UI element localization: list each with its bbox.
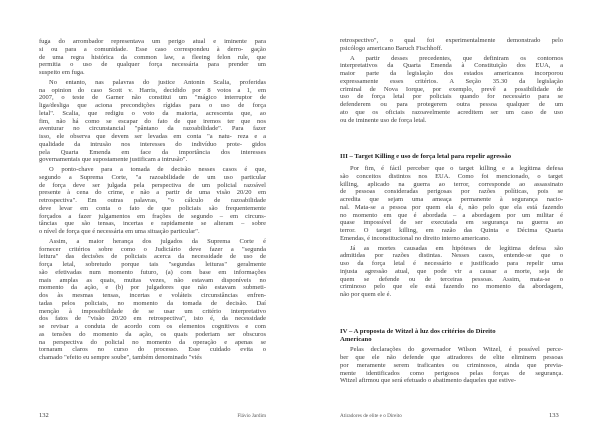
paragraph bbox=[39, 38, 266, 77]
text-line: criminoso pelo que ele está fazendo no momento da abordagem, bbox=[340, 283, 563, 291]
text-line: suspeito em fuga. bbox=[39, 69, 85, 76]
text-line: fornecer critérios sobre como o Judiciário deve fazer a "segunda bbox=[39, 245, 266, 253]
text-line: acredita que sejam uma ameaça permanente à segurança nacio- bbox=[340, 196, 563, 203]
text-line: momento da ação, e (b) por julgadores que não estavam submeti- bbox=[39, 284, 266, 292]
paragraph bbox=[340, 37, 563, 53]
text-line: fim, não há como se escapar do fato de que iremos ter que nos bbox=[39, 117, 266, 125]
text-line: pela Quarta Emenda em face da importância dos interesses bbox=[39, 148, 266, 156]
text-line: leitura" das decisões de policiais acerca da necessidade de uso de bbox=[39, 253, 266, 261]
text-line: segundo a Suprema Corte, "a razoabilidade de um uso particular bbox=[39, 173, 266, 181]
text-line: O ponto-chave para a tomada de decisão nesses casos é que, bbox=[49, 166, 266, 173]
text-line: tâncias que são tensas, incertas e rapidamente se alteram – sobre bbox=[39, 220, 266, 228]
text-line: quem se defende ou de terceiras pessoas. Assim, mata-se o bbox=[340, 275, 563, 283]
running-head-left: Flávio Jardim bbox=[237, 413, 266, 419]
text-line: fuga do arrombador representava um perigo atual e iminente para bbox=[39, 38, 266, 45]
text-line: psicólogo americano Baruch Fischhoff. bbox=[340, 44, 443, 52]
running-head-right: Atiradores de elite e o Direito bbox=[340, 413, 402, 419]
text-line: o nível de força que é necessária em uma situação particular". bbox=[39, 228, 200, 235]
text-line: por meramente serem traficantes ou criminosos, ainda que previa- bbox=[340, 361, 563, 369]
page-number-left: 132 bbox=[39, 412, 49, 419]
paragraph bbox=[340, 245, 563, 299]
text-line: defenderem ou para protegerem outra pessoa qualquer de um bbox=[340, 101, 563, 108]
text-line: retrospectiva". Em outras palavras, "o cálculo de razoabilidade bbox=[39, 197, 266, 204]
text-line: admitidas por razões distintas. Nesses casos, entende-se que o bbox=[340, 252, 563, 260]
text-line: ber que ele não defende que atiradores de elite eliminem pessoas bbox=[340, 354, 563, 361]
text-line: menção à impossibilidade de se usar um critério interpretativo bbox=[39, 307, 266, 315]
text-line: não por quem ele é. bbox=[340, 291, 392, 298]
text-line: deve levar em conta o fato de que policiais são frequentemente bbox=[39, 204, 266, 212]
text-line: mais amplas as quais, muitas vezes, não estavam disponíveis no bbox=[39, 276, 266, 284]
paragraph bbox=[340, 165, 563, 243]
text-line: Assim, a maior herança dos julgados da Suprema Corte é bbox=[49, 237, 266, 245]
text-line: A partir desses precedentes, que definiram os contornos bbox=[350, 54, 563, 62]
text-line: maior parte da legislação dos estados americanos incorporou bbox=[340, 70, 563, 77]
text-line: dos fatos de "visão 20/20 em retrospectiva", isto é, da necessidade bbox=[39, 315, 266, 323]
text-line: dos às mesmas tensas, incertas e voláteis circunstâncias enfren- bbox=[39, 292, 266, 299]
text-line: as tensões do momento da ação, os quais poderiam ser obscuros bbox=[39, 330, 266, 338]
text-line: isso, ele observa que devem ser levadas em conta "a natu- reza e a bbox=[39, 133, 266, 140]
text-line: No entanto, nas palavras do justice Antonin Scalia, proferidas bbox=[49, 78, 266, 86]
text-line: ou de iminente uso de força letal. bbox=[340, 116, 427, 124]
text-line: quase impossível de ser executada em segurança na guerra ao bbox=[340, 219, 563, 227]
text-line: si ou para a comunidade. Esse caso correspondeu à derro- gação bbox=[39, 45, 266, 53]
text-line: presente à cena do crime, e não a partir de uma visão 20/20 em bbox=[39, 189, 266, 197]
text-line: injusta agressão atual, que pode vir a causar a morte, seja de bbox=[340, 267, 563, 275]
text-line: chamado "efeito eu sempre soube", também denominado "viés bbox=[39, 354, 202, 361]
text-line: na perspectiva do policial no momento da operação e apenas se bbox=[39, 338, 266, 346]
text-line: tadas pelos policiais, no momento da tomada de decisão. Daí bbox=[39, 299, 266, 307]
text-line: terror. O target killing, em razão das Quinta e Décima Quarta bbox=[340, 227, 563, 234]
text-line: de força deve ser julgada pela perspectiva de um policial razoável bbox=[39, 181, 266, 189]
text-line: força letal, sobretudo porque tais "segundas leituras" geralmente bbox=[39, 261, 266, 268]
section-heading-iv bbox=[340, 328, 563, 344]
text-line: Witzel afirmou que será efetuado o abatimento daqueles que estive- bbox=[340, 377, 517, 385]
text-line: qualidade da intrusão nos interesses do indivíduo prote- gidos bbox=[39, 140, 266, 148]
text-line: uso de força letal por policiais quando for necessário para se bbox=[340, 93, 563, 101]
text-line: Já as mortes causadas em hipóteses de legítima defesa são bbox=[350, 244, 563, 252]
text-line: Pelas declarações do governador Wilson Witzel, é possível perce- bbox=[350, 346, 563, 354]
text-line: ato que os oficiais razoavelmente acreditem ser um caso de uso bbox=[340, 108, 563, 116]
text-line: killing, aplicado na guerra ao terror, corresponde ao assassinato bbox=[340, 180, 563, 188]
text-line: mente identificados como perigosos pelas forças de segurança. bbox=[340, 369, 563, 377]
text-line: letal". Scalia, que redigiu o voto da maioria, acrescenta que, ao bbox=[39, 109, 266, 117]
text-line: permitia o uso de qualquer força necessária para prender um bbox=[39, 61, 266, 69]
text-line: são efetivadas num momento futuro, (a) com base em informações bbox=[39, 268, 266, 276]
text-line: expressamente esses critérios. A Seção 35.30 da legislação bbox=[340, 77, 563, 85]
text-line: uso da força letal é necessário e justificado para repelir uma bbox=[340, 260, 563, 267]
text-line: 2007, o teste de Garner não constitui um "mágico interruptor de bbox=[39, 94, 266, 102]
text-line: de uma regra histórica da common law, a fleeing felon rule, que bbox=[39, 53, 266, 61]
text-line: liga/desliga que aciona precondições rígidas para o uso de força bbox=[39, 102, 266, 109]
paragraph bbox=[340, 346, 563, 385]
section-heading-iii: III – Target Killing e uso de força letal para repelir agressão bbox=[340, 153, 512, 161]
page-number-right: 133 bbox=[549, 412, 559, 419]
text-line: de pessoas consideradas perigosas por razões políticas, pois se bbox=[340, 188, 563, 196]
text-line: nal. Mata-se a pessoa por quem ela é, não pelo que ela está fazendo bbox=[340, 203, 563, 211]
text-line: se revisar a conduta de acordo com os elementos cognitivos e com bbox=[39, 323, 266, 330]
heading-line: Americano bbox=[340, 335, 372, 343]
paragraph bbox=[39, 238, 266, 362]
text-line: criminal de Nova Iorque, por exemplo, prevê a possibilidade de bbox=[340, 85, 563, 93]
paragraph bbox=[39, 79, 266, 164]
paragraph bbox=[39, 166, 266, 236]
text-line: governamentais que supostamente justificam a intrusão". bbox=[39, 156, 188, 164]
text-line: tornaram claros no curso do processo. Esse cuidado evita o bbox=[39, 346, 266, 354]
text-line: Emendas, é inconstitucional no direito interno americano. bbox=[340, 234, 491, 242]
text-line: aventurar no circunstancial "pântano da razoabilidade". Para fazer bbox=[39, 125, 266, 133]
text-line: Por fim, é fácil perceber que o target killing e a legítima defesa bbox=[350, 165, 563, 172]
text-line: retrospectivo", o qual foi experimentalmente demonstrado pelo bbox=[340, 37, 563, 44]
text-line: forçados a fazer julgamentos em frações de segundo – em circuns- bbox=[39, 212, 266, 220]
text-line: interpretativos da Quarta Emenda à Constituição dos EUA, a bbox=[340, 62, 563, 70]
heading-line: IV – A proposta de Witzel à luz dos critérios do Direito bbox=[340, 327, 496, 335]
paragraph bbox=[340, 55, 563, 125]
text-line: são conceitos distintos nos EUA. Como foi mencionado, o target bbox=[340, 172, 563, 180]
text-line: no momento em que é abordada – a abordagem por um militar é bbox=[340, 211, 563, 219]
left-page-body bbox=[39, 38, 266, 364]
right-page-body bbox=[340, 37, 563, 387]
text-line: na opinion do caso Scott v. Harris, decidido por 8 votos a 1, em bbox=[39, 86, 266, 94]
